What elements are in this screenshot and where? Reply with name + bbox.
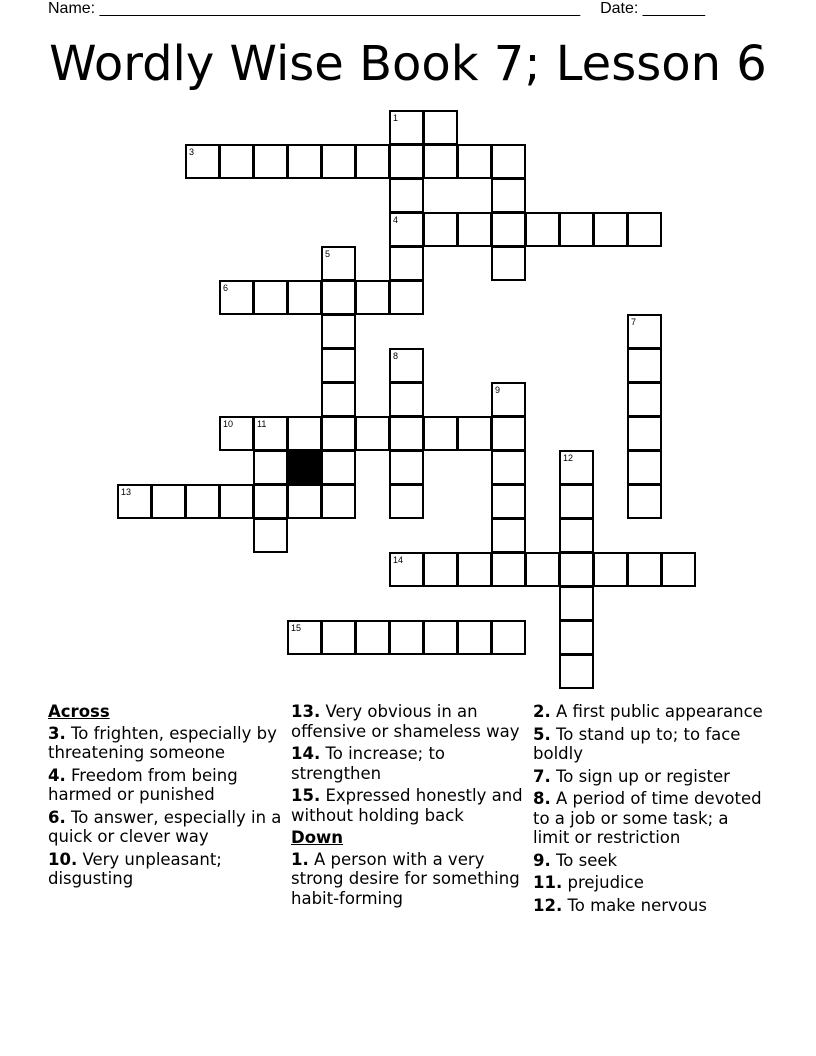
clue-text: A person with a very strong desire for something habit-forming bbox=[291, 849, 520, 908]
clue-num: 2. bbox=[533, 702, 551, 721]
clues-column-1 bbox=[48, 702, 284, 892]
clue-num: 8. bbox=[533, 789, 551, 808]
grid-cell[interactable] bbox=[321, 620, 356, 655]
grid-cell[interactable] bbox=[627, 348, 662, 383]
grid-cell[interactable] bbox=[457, 552, 492, 587]
clue-number: 9 bbox=[495, 385, 501, 395]
clue-item bbox=[291, 702, 527, 741]
date-blank[interactable]: _______ bbox=[642, 0, 706, 17]
grid-cell[interactable] bbox=[627, 450, 662, 485]
clue-number: 11 bbox=[257, 419, 267, 429]
grid-cell[interactable] bbox=[253, 144, 288, 179]
across-clues-list bbox=[48, 724, 284, 889]
clue-num: 12. bbox=[533, 895, 563, 915]
grid-cell[interactable] bbox=[457, 212, 492, 247]
grid-cell[interactable] bbox=[117, 484, 152, 519]
grid-cell[interactable] bbox=[321, 314, 356, 349]
clue-text: To sign up or register bbox=[550, 766, 730, 786]
grid-cell[interactable] bbox=[627, 314, 662, 349]
grid-cell[interactable] bbox=[525, 212, 560, 247]
clue-num: 13. bbox=[291, 702, 321, 721]
across-heading: Across bbox=[48, 702, 110, 721]
grid-cell[interactable] bbox=[287, 280, 322, 315]
grid-cell[interactable] bbox=[559, 620, 594, 655]
grid-cell[interactable] bbox=[491, 144, 526, 179]
clue-number: 13 bbox=[121, 487, 132, 497]
clue-text: To seek bbox=[550, 850, 618, 870]
clue-item bbox=[533, 789, 769, 848]
grid-cell[interactable] bbox=[559, 450, 594, 485]
clue-text: To answer, especially in a quick or clever way bbox=[48, 807, 282, 846]
clue-item bbox=[533, 851, 769, 871]
grid-cell[interactable] bbox=[423, 620, 458, 655]
clue-num: 14. bbox=[291, 744, 321, 763]
grid-cell[interactable] bbox=[185, 484, 220, 519]
grid-cell[interactable] bbox=[491, 382, 526, 417]
down-clues-list bbox=[291, 850, 527, 909]
clue-number: 3 bbox=[189, 147, 195, 157]
clue-item bbox=[533, 873, 769, 893]
grid-cell[interactable] bbox=[355, 280, 390, 315]
date-label: Date: bbox=[600, 0, 643, 17]
clue-item bbox=[533, 725, 769, 764]
grid-cell[interactable] bbox=[253, 484, 288, 519]
grid-cell[interactable] bbox=[389, 416, 424, 451]
grid-cell[interactable] bbox=[423, 144, 458, 179]
grid-cell[interactable] bbox=[253, 280, 288, 315]
clue-text: prejudice bbox=[562, 873, 644, 892]
clue-number: 15 bbox=[291, 623, 302, 633]
black-cell bbox=[287, 450, 322, 485]
grid-cell[interactable] bbox=[491, 518, 526, 553]
clue-num: 6. bbox=[48, 807, 66, 827]
clue-text: To make nervous bbox=[562, 895, 707, 915]
clue-num: 3. bbox=[48, 723, 66, 743]
clue-num: 7. bbox=[533, 766, 551, 786]
grid-cell[interactable] bbox=[321, 416, 356, 451]
clue-item bbox=[533, 702, 769, 722]
name-date-line bbox=[48, 0, 705, 18]
clue-num: 1. bbox=[291, 849, 309, 869]
clue-number: 7 bbox=[631, 317, 637, 327]
grid-cell[interactable] bbox=[389, 620, 424, 655]
grid-cell[interactable] bbox=[627, 382, 662, 417]
clue-number: 4 bbox=[393, 215, 399, 225]
grid-cell[interactable] bbox=[253, 416, 288, 451]
grid-cell[interactable] bbox=[321, 280, 356, 315]
clue-num: 11. bbox=[533, 873, 563, 892]
grid-cell[interactable] bbox=[559, 654, 594, 689]
clue-text: A period of time devoted to a job or some task; a limit or restriction bbox=[533, 789, 762, 847]
clue-text: To frighten, especially by threatening someone bbox=[48, 723, 277, 762]
grid-cell[interactable] bbox=[491, 620, 526, 655]
clue-num: 10. bbox=[48, 849, 78, 869]
grid-cell[interactable] bbox=[321, 450, 356, 485]
grid-cell[interactable] bbox=[389, 246, 424, 281]
grid-cell[interactable] bbox=[627, 416, 662, 451]
clue-number: 8 bbox=[393, 351, 399, 361]
grid-cell[interactable] bbox=[627, 212, 662, 247]
grid-cell[interactable] bbox=[423, 212, 458, 247]
clue-text: To increase; to strengthen bbox=[291, 744, 446, 783]
grid-cell[interactable] bbox=[389, 348, 424, 383]
grid-cell[interactable] bbox=[321, 484, 356, 519]
grid-cell[interactable] bbox=[151, 484, 186, 519]
grid-cell[interactable] bbox=[457, 144, 492, 179]
grid-cell[interactable] bbox=[627, 484, 662, 519]
grid-cell[interactable] bbox=[219, 144, 254, 179]
grid-cell[interactable] bbox=[355, 416, 390, 451]
clue-text: To stand up to; to face boldly bbox=[533, 724, 741, 763]
grid-cell[interactable] bbox=[491, 484, 526, 519]
clue-text: Very unpleasant; disgusting bbox=[48, 849, 222, 888]
grid-cell[interactable] bbox=[627, 552, 662, 587]
grid-cell[interactable] bbox=[593, 552, 628, 587]
clue-text: Expressed honestly and without holding back bbox=[291, 786, 523, 825]
across-clues-list-continued bbox=[291, 702, 527, 825]
grid-cell[interactable] bbox=[355, 144, 390, 179]
clue-text: Very obvious in an offensive or shameless way bbox=[291, 702, 520, 741]
clue-number: 5 bbox=[325, 249, 331, 259]
clue-text: A first public appearance bbox=[550, 702, 763, 721]
grid-cell[interactable] bbox=[457, 416, 492, 451]
grid-cell[interactable] bbox=[389, 382, 424, 417]
grid-cell[interactable] bbox=[219, 416, 254, 451]
grid-cell[interactable] bbox=[491, 450, 526, 485]
clue-item bbox=[533, 767, 769, 787]
grid-cell[interactable] bbox=[559, 552, 594, 587]
grid-cell[interactable] bbox=[287, 144, 322, 179]
clue-num: 5. bbox=[533, 724, 551, 744]
grid-cell[interactable] bbox=[389, 552, 424, 587]
clue-num: 15. bbox=[291, 786, 321, 805]
grid-cell[interactable] bbox=[287, 620, 322, 655]
clue-item bbox=[48, 724, 284, 763]
clue-number: 6 bbox=[223, 283, 229, 293]
down-clues-list-continued bbox=[533, 702, 769, 915]
grid-cell[interactable] bbox=[491, 246, 526, 281]
grid-cell[interactable] bbox=[219, 484, 254, 519]
grid-cell[interactable] bbox=[457, 620, 492, 655]
clue-number: 10 bbox=[223, 419, 234, 429]
grid-cell[interactable] bbox=[559, 586, 594, 621]
grid-cell[interactable] bbox=[253, 450, 288, 485]
grid-cell[interactable] bbox=[423, 416, 458, 451]
grid-cell[interactable] bbox=[389, 450, 424, 485]
grid-cell[interactable] bbox=[287, 416, 322, 451]
down-heading: Down bbox=[291, 828, 344, 847]
clues-column-2 bbox=[291, 702, 527, 911]
page-title: Wordly Wise Book 7; Lesson 6 bbox=[49, 36, 767, 92]
grid-cell[interactable] bbox=[593, 212, 628, 247]
clue-item bbox=[533, 896, 769, 916]
clue-item bbox=[48, 766, 284, 805]
grid-cell[interactable] bbox=[253, 518, 288, 553]
grid-cell[interactable] bbox=[559, 518, 594, 553]
name-label: Name: bbox=[48, 0, 100, 17]
clue-number: 12 bbox=[563, 453, 574, 463]
grid-cell[interactable] bbox=[661, 552, 696, 587]
clue-item bbox=[291, 786, 527, 825]
grid-cell[interactable] bbox=[491, 552, 526, 587]
grid-cell[interactable] bbox=[389, 484, 424, 519]
clue-number: 1 bbox=[393, 113, 399, 123]
grid-cell[interactable] bbox=[423, 110, 458, 145]
clue-item bbox=[291, 850, 527, 909]
grid-cell[interactable] bbox=[321, 246, 356, 281]
grid-cell[interactable] bbox=[389, 212, 424, 247]
grid-cell[interactable] bbox=[219, 280, 254, 315]
grid-cell[interactable] bbox=[389, 280, 424, 315]
grid-cell[interactable] bbox=[491, 212, 526, 247]
grid-cell[interactable] bbox=[491, 416, 526, 451]
clue-number: 14 bbox=[393, 555, 404, 565]
clue-text: Freedom from being harmed or punished bbox=[48, 765, 238, 804]
grid-cell[interactable] bbox=[287, 484, 322, 519]
clue-item bbox=[48, 808, 284, 847]
clue-item bbox=[48, 850, 284, 889]
grid-cell[interactable] bbox=[491, 178, 526, 213]
name-blank[interactable]: ______________________________________________________ bbox=[99, 0, 581, 17]
grid-cell[interactable] bbox=[525, 552, 560, 587]
clue-item bbox=[291, 744, 527, 783]
grid-cell[interactable] bbox=[321, 144, 356, 179]
grid-cell[interactable] bbox=[389, 144, 424, 179]
grid-cell[interactable] bbox=[321, 348, 356, 383]
grid-cell[interactable] bbox=[559, 484, 594, 519]
grid-cell[interactable] bbox=[559, 212, 594, 247]
grid-cell[interactable] bbox=[321, 382, 356, 417]
clue-num: 9. bbox=[533, 850, 551, 870]
clue-num: 4. bbox=[48, 765, 66, 785]
clues-column-3 bbox=[533, 702, 769, 918]
grid-cell[interactable] bbox=[423, 552, 458, 587]
grid-cell[interactable] bbox=[389, 178, 424, 213]
grid-cell[interactable] bbox=[185, 144, 220, 179]
grid-cell[interactable] bbox=[355, 620, 390, 655]
grid-cell[interactable] bbox=[389, 110, 424, 145]
